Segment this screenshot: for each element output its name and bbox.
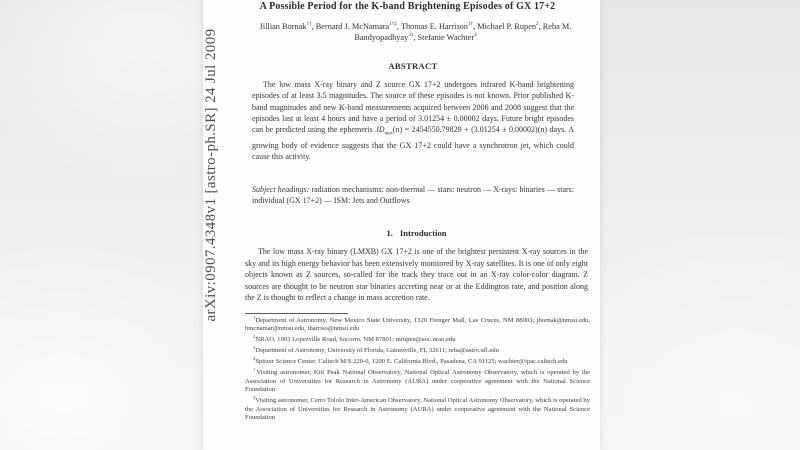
footnote-marker: 4 <box>253 356 256 362</box>
introduction-text: The low mass X-ray binary (LMXB) GX 17+2 is one of the brightest persistent X-ray sources in the sky and its high energy behavior has been extensively monitored by X-ray satellites. It is one of only eight objects known as Z sources, so-called for the track they trace out in an X-ray color-color diagram. Z sources are thought to be neutron star binaries accreting near or at the Eddington rate, and position along the Z is thought to reflect a change in mass accretion rate. <box>245 247 588 303</box>
arxiv-watermark: arXiv:0907.4348v1 [astro-ph.SR] 24 Jul 2009 <box>203 28 219 322</box>
footnote-affiliation-2: $^2$NRAO, 1003 Lopezville Road, Socorro, NM 87801; mrupen@aoc.nrao.edu <box>253 334 456 344</box>
section-number: 1. <box>386 228 393 238</box>
footnote-affiliation-4: $^4$Spitzer Science Center, Caltech M/S 220-6, 1200 E. California Blvd., Pasadena, CA 91125; wachter@ipac.caltech.edu <box>253 356 568 366</box>
author: Michael P. Rupen$^2$, <box>477 21 543 31</box>
abstract-heading: ABSTRACT <box>388 61 438 71</box>
author: Reba M. Bandyopadhyay$^{3\ddagger}$, <box>354 22 572 42</box>
abstract-text: The low mass X-ray binary and Z source GX 17+2 undergoes infrared K-band brightening episodes of at least 3.5 magnitudes. The source of these episodes is not known. Prior published K-band magnitudes and new K-band measurements acquired between 2006 and 2008 suggest that the episodes last at least 4 hours and have a period of 3.01254 ± 0.00002 days. Future bright episodes can be predicted using the ephemeris $JD_{max}(n) = 2454550.79829 + (3.01254 \pm 0.00002)(n)$ days. A growing body of evidence suggests that the GX 17+2 could have a synchrotron jet, which could cause this activity. <box>252 80 574 162</box>
section-title: Introduction <box>399 228 447 238</box>
author-affiliation-mark: 1† <box>306 21 312 28</box>
section-1-heading <box>245 228 588 238</box>
footnote-visiting-ctio: ‡Visiting astronomer, Cerro Tololo Inter-American Observatory, National Optical Astronomy Observatory, which is operated by the Association of Universities for Research in Astronomy (AURA) under cooperative agreement with the National Science Foundation <box>245 395 591 422</box>
footnotes <box>245 314 591 425</box>
ephemeris-formula: $JD_{max}$ <box>375 125 393 137</box>
footnote-marker: 1 <box>253 314 256 320</box>
footnote-marker: ‡ <box>253 395 256 401</box>
footnote-marker: † <box>253 367 257 373</box>
author-list <box>233 21 598 43</box>
footnote-affiliation-1: $^1$Department of Astronomy, New Mexico State University, 1320 Frenger Mall, Las Cruces, NM 88003; jbornak@nmsu.edu, bmcnamar@nmsu.edu, tharriso@nmsu.edu <box>245 314 590 333</box>
subject-headings: Subject headings: radiation mechanisms: non-thermal — stars: neutron — X-rays: binaries — stars: individual (GX 17+2) — ISM: Jets and Outflows <box>252 185 574 206</box>
footnote-separator-rule <box>245 313 348 314</box>
subject-headings-label: Subject headings: <box>252 185 310 194</box>
footnote-visiting-kpno: †Visiting astronomer, Kitt Peak National Observatory, National Optical Astronomy Observatory, which is operated by the Association of Universities for Research in Astronomy (AURA) under cooperative agreement with the National Science Foundation <box>245 367 590 394</box>
footnote-affiliation-3: $^3$Department of Astronomy, University of Florida, Gainesville, FL 32611; reba@astro.ufl.edu <box>253 345 499 355</box>
author-affiliation-mark: 2 <box>536 21 539 28</box>
paper-page <box>203 0 600 450</box>
footnote-marker: 3 <box>253 345 256 351</box>
author-affiliation-mark: 1† <box>467 21 474 28</box>
footnote-marker: 2 <box>253 334 256 340</box>
author-affiliation-mark: 4 <box>474 32 477 39</box>
author-affiliation-mark: 3‡ <box>408 32 414 39</box>
author: Bernard J. McNamara$^{1\dagger\ddagger}$, <box>315 21 401 31</box>
author: Stefanie Wachter$^4$ <box>417 32 477 42</box>
paper-title: A Possible Period for the K-band Brightening Episodes of GX 17+2 <box>259 1 556 12</box>
author: Thomas E. Harrison$^{1\dagger}$, <box>400 21 478 31</box>
author: Jillian Bornak$^{1\dagger}$, <box>259 21 316 31</box>
author-affiliation-mark: 1†‡ <box>389 21 397 28</box>
